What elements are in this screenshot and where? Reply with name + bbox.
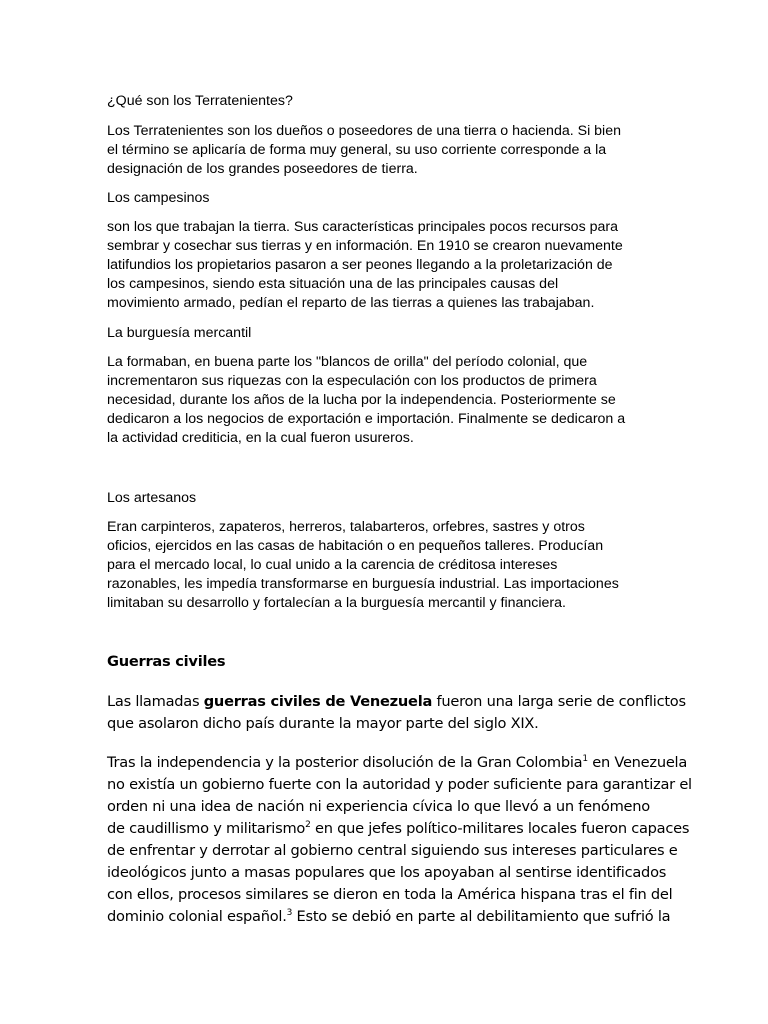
text-line: latifundios los propietarios pasaron a ser peones llegando a la proletarización de	[107, 257, 613, 273]
text-line: Eran carpinteros, zapateros, herreros, talabarteros, orfebres, sastres y otros	[107, 519, 585, 535]
text-line: los campesinos, siendo esta situación una de las principales causas del	[107, 276, 559, 292]
text-line: La formaban, en buena parte los "blancos de orilla" del período colonial, que	[107, 354, 588, 370]
text-line: orden ni una idea de nación ni experiencia cívica lo que llevó a un fenómeno	[107, 798, 650, 815]
text-line: designación de los grandes poseedores de tierra.	[107, 161, 418, 177]
text-line: para el mercado local, lo cual unido a la carencia de créditosa intereses	[107, 557, 558, 573]
burguesia-paragraph	[107, 353, 663, 448]
text-line: sembrar y cosechar sus tierras y en información. En 1910 se crearon nuevamente	[107, 238, 623, 254]
text-line: dedicaron a los negocios de exportación e importación. Finalmente se dedicaron a	[107, 411, 626, 427]
text-line: la actividad crediticia, en la cual fueron usureros.	[107, 430, 414, 446]
intro-pre: Las llamadas	[107, 693, 204, 710]
text-line: Los Terratenientes son los dueños o poseedores de una tierra o hacienda. Si bien	[107, 123, 621, 139]
text-line: con ellos, procesos similares se dieron en toda la América hispana tras el fin del	[107, 886, 673, 903]
line-segment: en Venezuela	[587, 754, 688, 771]
artesanos-heading: Los artesanos	[107, 490, 197, 506]
text-line: movimiento armado, pedían el reparto de las tierras a quienes las trabajaban.	[107, 295, 595, 311]
guerras-civiles-heading: Guerras civiles	[107, 653, 226, 670]
question-title: ¿Qué son los Terratenientes?	[107, 93, 293, 109]
footnote-ref[interactable]: 2	[305, 820, 311, 831]
guerras-intro-paragraph	[107, 691, 686, 735]
text-line: incrementaron sus riquezas con la especulación con los productos de primera	[107, 373, 597, 389]
independencia-paragraph	[107, 752, 692, 928]
text-line: oficios, ejercidos en las casas de habitación o en pequeños talleres. Producían	[107, 538, 604, 554]
text-line: ideológicos junto a masas populares que los apoyaban al sentirse identificados	[107, 864, 667, 881]
line-segment: Tras la independencia y la posterior disolución de la Gran Colombia	[107, 754, 583, 771]
artesanos-paragraph	[107, 518, 663, 613]
burguesia-heading: La burguesía mercantil	[107, 325, 252, 341]
footnote-ref[interactable]: 3	[286, 908, 293, 919]
text-line: el término se aplicaría de forma muy general, su uso corriente corresponde a la	[107, 142, 607, 158]
text-line	[107, 691, 686, 713]
line-segment: Esto se debió en parte al debilitamiento que sufrió la	[292, 908, 671, 925]
line-segment: dominio colonial español.	[107, 908, 287, 925]
line-segment: de caudillismo y militarismo	[107, 820, 306, 837]
text-line: de enfrentar y derrotar al gobierno central siguiendo sus intereses particulares e	[107, 842, 678, 859]
text-line: que asolaron dicho país durante la mayor parte del siglo XIX.	[107, 715, 539, 732]
text-line	[107, 906, 671, 928]
campesinos-heading: Los campesinos	[107, 190, 210, 206]
text-line: razonables, les impedía transformarse en burguesía industrial. Las importaciones	[107, 576, 619, 592]
intro-bold-term: guerras civiles de Venezuela	[203, 693, 433, 710]
text-line	[107, 818, 690, 840]
campesinos-paragraph	[107, 218, 663, 313]
terratenientes-paragraph	[107, 122, 663, 179]
intro-post: fueron una larga serie de conflictos	[432, 693, 686, 710]
text-line	[107, 752, 688, 774]
line-segment: en que jefes político-militares locales fueron capaces	[310, 820, 690, 837]
text-line: no existía un gobierno fuerte con la autoridad y poder suficiente para garantizar el	[107, 776, 692, 793]
text-line: limitaban su desarrollo y fortalecían a la burguesía mercantil y financiera.	[107, 595, 566, 611]
text-line: necesidad, durante los años de la lucha por la independencia. Posteriormente se	[107, 392, 616, 408]
footnote-ref[interactable]: 1	[582, 754, 588, 765]
text-line: son los que trabajan la tierra. Sus características principales pocos recursos para	[107, 219, 618, 235]
